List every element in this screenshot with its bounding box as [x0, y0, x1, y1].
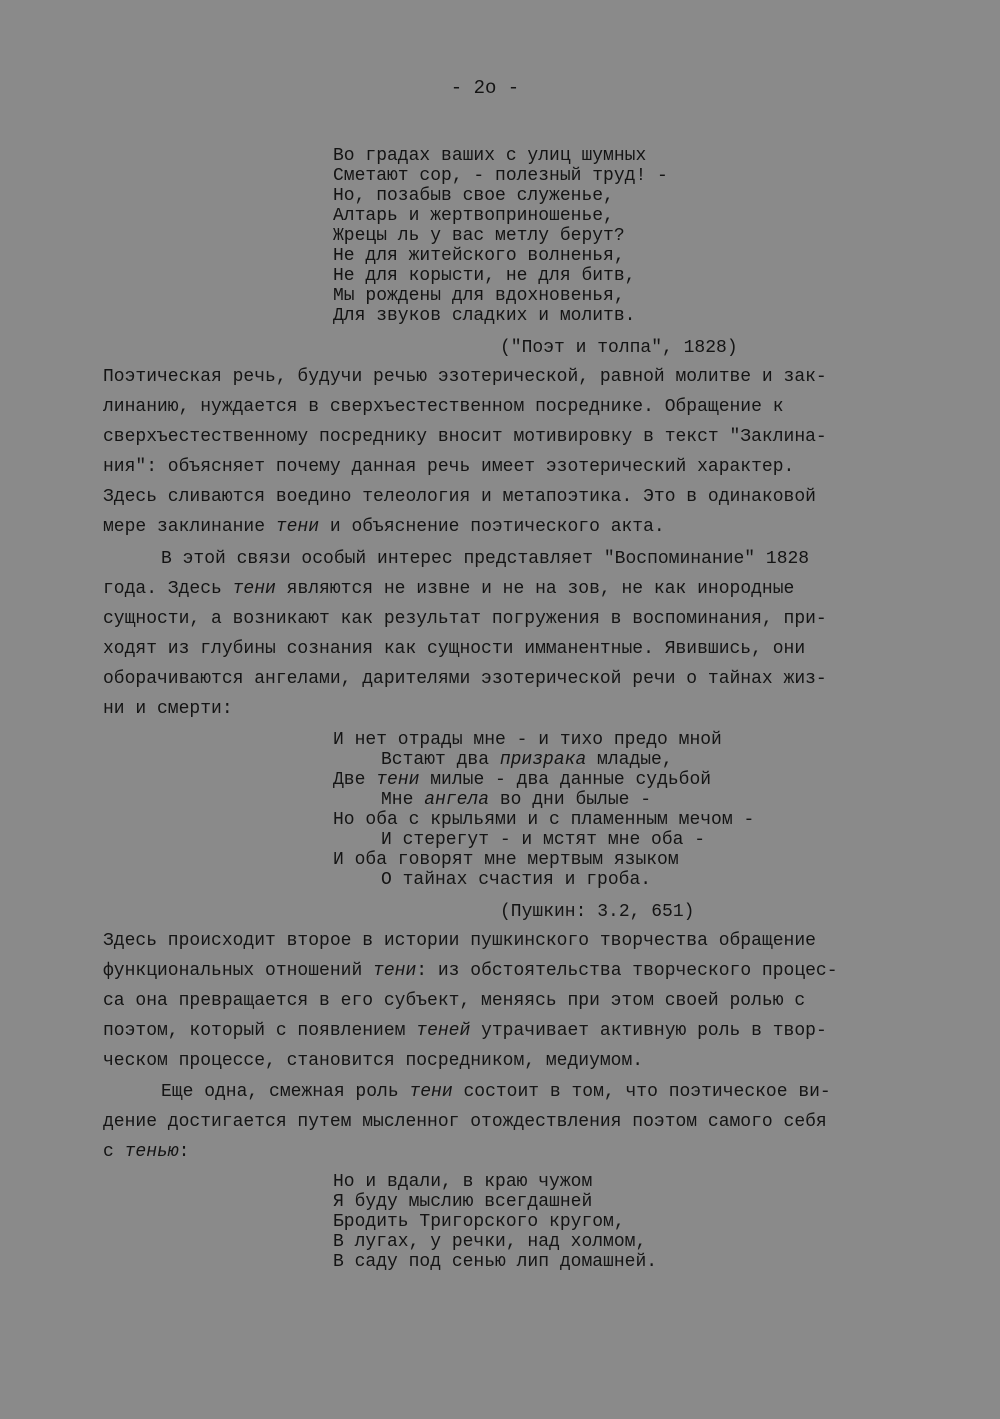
poem-line: Бродить Тригорского кругом,	[333, 1212, 625, 1232]
poem-line: Для звуков сладких и молитв.	[333, 306, 636, 326]
text-line: поэтом, который с появлением теней утрачивает активную роль в твор-	[103, 1021, 827, 1041]
text-line: линанию, нуждается в сверхъестественном посреднике. Обращение к	[103, 397, 784, 417]
poem-line: Сметают сор, - полезный труд! -	[333, 166, 668, 186]
text-line: ни и смерти:	[103, 699, 233, 719]
italic-term: теней	[416, 1021, 471, 1041]
poem-line: Но и вдали, в краю чужом	[333, 1172, 593, 1192]
text-line: мере заклинание тени и объяснение поэтического акта.	[103, 517, 665, 537]
paragraph-recollection	[103, 544, 827, 724]
italic-term: тени	[376, 770, 420, 790]
text-line: с тенью:	[103, 1142, 190, 1162]
italic-term: тени	[373, 961, 417, 981]
text-line: ния": объясняет почему данная речь имеет эзотерический характер.	[103, 457, 795, 477]
text-line: са она превращается в его субъект, меняясь при этом своей ролью с	[103, 991, 806, 1011]
paragraph-shadow-identification	[103, 1077, 831, 1167]
poem-line: Жрецы ль у вас метлу берут?	[333, 226, 625, 246]
text-line: Поэтическая речь, будучи речью эзотерической, равной молитве и зак-	[103, 367, 827, 387]
poem-stanza-poet-and-crowd	[333, 146, 668, 326]
poem-line: Не для корысти, не для битв,	[333, 266, 636, 286]
poem-line: Но оба с крыльями и с пламенным мечом -	[333, 810, 755, 830]
poem-line: О тайнах счастия и гроба.	[381, 870, 652, 890]
poem-line: Две тени милые - два данные судьбой	[333, 770, 712, 790]
poem-line: И оба говорят мне мертвым языком	[333, 850, 679, 870]
italic-term: призрака	[499, 750, 587, 770]
poem-line: В саду под сенью лип домашней.	[333, 1252, 658, 1272]
text-line: Еще одна, смежная роль тени состоит в том, что поэтическое ви-	[161, 1082, 831, 1102]
text-line: дение достигается путем мысленног отождествления поэтом самого себя	[103, 1112, 827, 1132]
italic-term: тенью	[124, 1142, 179, 1162]
poem-line: Встают два призрака младые,	[381, 750, 673, 770]
poem-line: И стерегут - и мстят мне оба -	[381, 830, 706, 850]
poem-line: В лугах, у речки, над холмом,	[333, 1232, 647, 1252]
page-number: - 2o -	[450, 77, 520, 99]
poem-line: Но, позабыв свое служенье,	[333, 186, 614, 206]
poem-citation: (Пушкин: 3.2, 651)	[500, 902, 695, 922]
text-line: ходят из глубины сознания как сущности имманентные. Явившись, они	[103, 639, 806, 659]
italic-term: тени	[409, 1082, 453, 1102]
text-line: Здесь происходит второе в истории пушкинского творчества обращение	[103, 931, 816, 951]
text-line: сверхъестественному посреднику вносит мотивировку в текст "Заклина-	[103, 427, 827, 447]
poem-line: Алтарь и жертвоприношенье,	[333, 206, 614, 226]
poem-line: И нет отрады мне - и тихо предо мной	[333, 730, 722, 750]
paragraph-poetic-speech	[103, 362, 827, 542]
text-line: ческом процессе, становится посредником, медиумом.	[103, 1051, 644, 1071]
text-line: года. Здесь тени являются не извне и не на зов, не как инородные	[103, 579, 795, 599]
text-line: В этой связи особый интерес представляет "Воспоминание" 1828	[161, 549, 810, 569]
text-line: функциональных отношений тени: из обстоятельства творческого процес-	[103, 961, 838, 981]
text-line: Здесь сливаются воедино телеология и метапоэтика. Это в одинаковой	[103, 487, 816, 507]
poem-stanza-recollection	[333, 730, 754, 890]
poem-line: Во градах ваших с улиц шумных	[333, 146, 647, 166]
poem-stanza-trigorskoe	[333, 1172, 657, 1272]
italic-term: тени	[232, 579, 276, 599]
poem-line: Мне ангела во дни былые -	[381, 790, 652, 810]
poem-line: Мы рождены для вдохновенья,	[333, 286, 625, 306]
poem-line: Не для житейского волненья,	[333, 246, 625, 266]
paragraph-shadow-function	[103, 926, 838, 1076]
poem-line: Я буду мыслию всегдашней	[333, 1192, 593, 1212]
italic-term: тени	[275, 517, 320, 537]
italic-term: ангела	[424, 790, 490, 810]
poem-citation: ("Поэт и толпа", 1828)	[500, 338, 738, 358]
text-line: оборачиваются ангелами, дарителями эзотерической речи о тайнах жиз-	[103, 669, 827, 689]
text-line: сущности, а возникают как результат погружения в воспоминания, при-	[103, 609, 827, 629]
